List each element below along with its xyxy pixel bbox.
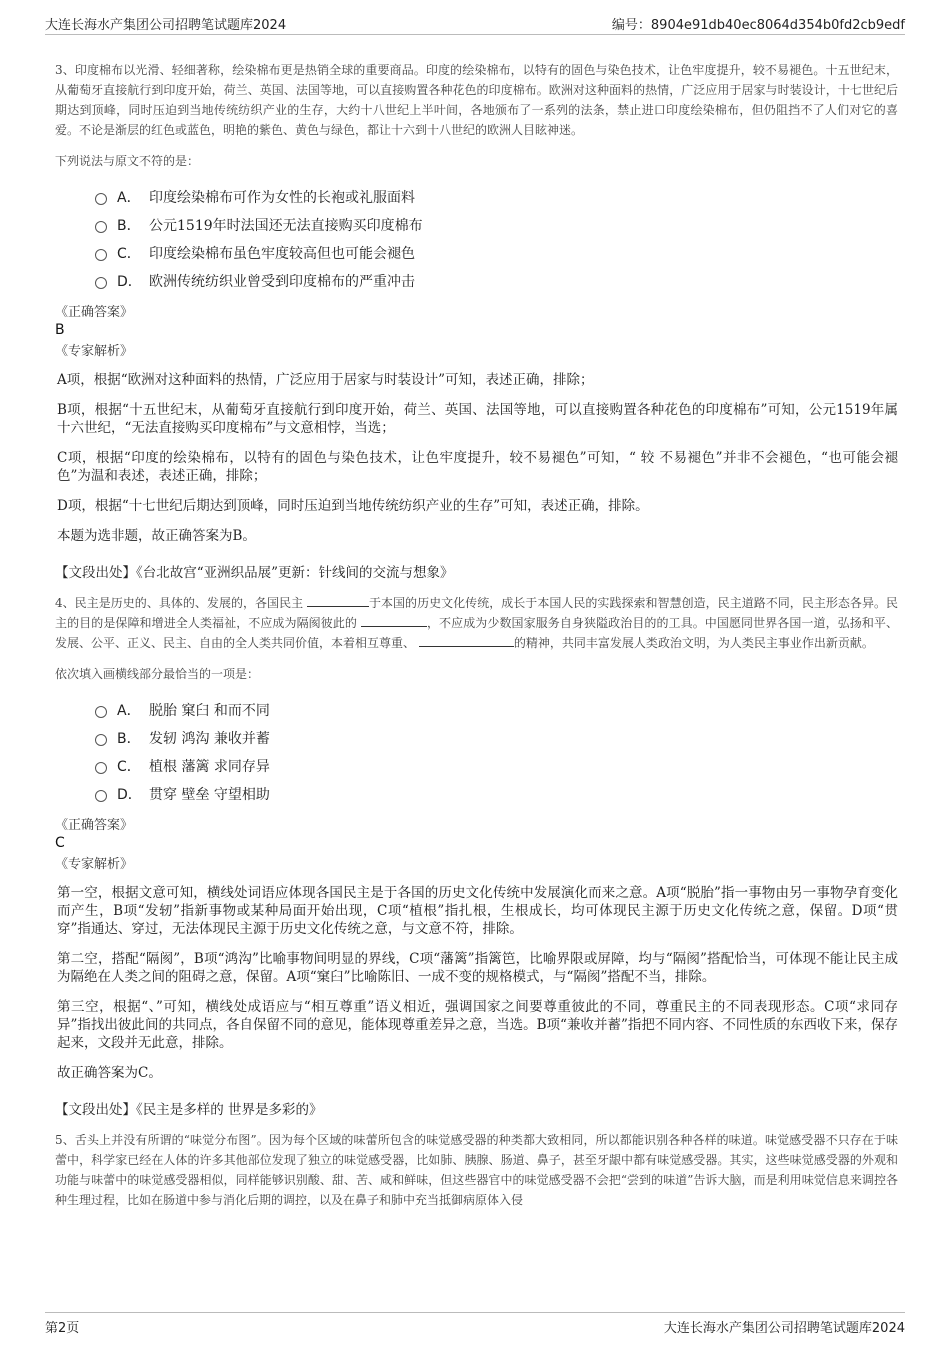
- analysis-paragraph: 第二空，搭配“隔阂”，B项“鸿沟”比喻事物间明显的界线，C项“藩篱”指篱笆，比喻界限或屏障，均与“隔阂”搭配恰当，可体现不能让民主成为隔绝在人类之间的阻碍之意，保留。A项“窠臼”比喻陈旧、一成不变的规格模式，与“隔阂”搭配不当，排除。: [57, 951, 898, 985]
- text-segment: 的精神，共同丰富发展人类政治文明，为人类民主事业作出新贡献。: [513, 636, 874, 650]
- question-4-text: [55, 593, 898, 653]
- option-letter: B．: [117, 218, 141, 234]
- analysis-paragraph: C项，根据“印度的绘染棉布，以特有的固色与染色技术，让色牢度提升，较不易褪色”可知，“ 较 不易褪色”并非不会褪色，“也可能会褪色”为温和表述，表述正确，排除；: [57, 450, 898, 484]
- option-b[interactable]: [95, 724, 898, 752]
- radio-icon[interactable]: [95, 706, 107, 718]
- option-text: 印度绘染棉布虽色牢度较高但也可能会褪色: [149, 246, 415, 262]
- analysis-paragraph: 第一空，根据文意可知，横线处词语应体现各国民主是于各国的历史文化传统中发展演化而来之意。A项“脱胎”指一事物由另一事物孕育变化而产生，B项“发轫”指新事物或某种局面开始出现，C项“植根”指扎根，生根成长，均可体现民主源于历史文化传统之意，保留。D项“贯穿”指通达、穿过，无法体现民主源于历史文化传统之意，与文意不符，排除。: [57, 885, 898, 937]
- fill-blank: [419, 634, 514, 647]
- fill-blank: [361, 614, 427, 627]
- question-3-text: 3、印度棉布以光滑、轻细著称，绘染棉布更是热销全球的重要商品。印度的绘染棉布，以特有的固色与染色技术，让色牢度提升，较不易褪色。十五世纪末，从葡萄牙直接航行到印度开始，荷兰、英国、法国等地，可以直接购置各种花色的印度棉布。欧洲对这种面料的热情，广泛应用于居家与时装设计，十七世纪后期达到顶峰，同时压迫到当地传统纺织产业的生存，大约十八世纪上半叶间，各地颁布了一系列的法条，禁止进口印度绘染棉布，但仍阻挡不了人们对它的喜爱。不论是渐层的红色或蓝色，明艳的紫色、黄色与绿色，都让十六到十八世纪的欧洲人目眩神迷。: [55, 63, 898, 137]
- analysis-paragraph: B项，根据“十五世纪末，从葡萄牙直接航行到印度开始，荷兰、英国、法国等地，可以直接购置各种花色的印度棉布”可知，公元1519年属十六世纪，“无法直接购买印度棉布”与文意相悖，当选；: [57, 402, 898, 436]
- option-letter: D．: [117, 274, 142, 290]
- radio-icon[interactable]: [95, 193, 107, 205]
- analysis-paragraph: 故正确答案为C。: [57, 1065, 162, 1081]
- text-segment: 4、民主是历史的、具体的、发展的，各国民主: [55, 596, 307, 610]
- option-letter: A．: [117, 703, 141, 719]
- option-a[interactable]: [95, 696, 898, 724]
- text-segment: 于本国的历史文化传统，成长于本国人民的实践探索和智慧创造，民主道路不同，民主形态各异。民主的目的是保障和增进全人类福祉，不应成为隔阂彼此的: [55, 596, 898, 630]
- page-header: [45, 12, 905, 35]
- analysis-paragraph: D项，根据“十七世纪后期达到顶峰，同时压迫到当地传统纺织产业的生存”可知，表述正确，排除。: [57, 498, 649, 514]
- analysis: [57, 371, 898, 545]
- option-a[interactable]: [95, 183, 898, 211]
- analysis: [57, 884, 898, 1082]
- header-title: 大连长海水产集团公司招聘笔试题库2024: [45, 18, 287, 33]
- answer-label: 《正确答案》: [55, 818, 134, 833]
- analysis-paragraph: 本题为选非题，故正确答案为B。: [57, 528, 256, 544]
- text-segment: ，不应成为少数国家服务自身狭隘政治目的的工具。中国愿同世界各国一道，弘扬和平、发展、公平、正义、民主、自由的全人类共同价值，本着相互尊重、: [55, 616, 898, 650]
- radio-icon[interactable]: [95, 790, 107, 802]
- answer-value: C: [55, 835, 65, 851]
- page-footer: [45, 1312, 905, 1335]
- radio-icon[interactable]: [95, 762, 107, 774]
- option-letter: A．: [117, 190, 141, 206]
- footer-title: 大连长海水产集团公司招聘笔试题库2024: [663, 1321, 905, 1336]
- option-letter: B．: [117, 731, 141, 747]
- analysis-paragraph: 第三空，根据“、”可知，横线处成语应与“相互尊重”语义相近，强调国家之间要尊重彼此的不同，尊重民主的不同表现形态。C项“求同存异”指找出彼此间的共同点，各自保留不同的意见，能体现尊重差异之意，当选。B项“兼收并蓄”指把不同内容、不同性质的东西收下来，保存起来，文段并无此意，排除。: [57, 999, 898, 1051]
- option-text: 植根 藩篱 求同存异: [149, 759, 270, 775]
- option-text: 发轫 鸿沟 兼收并蓄: [149, 731, 270, 747]
- option-text: 印度绘染棉布可作为女性的长袍或礼服面料: [149, 190, 415, 206]
- question-3-options: [95, 183, 898, 295]
- option-letter: C．: [117, 246, 141, 262]
- option-letter: C．: [117, 759, 141, 775]
- question-3: [55, 60, 898, 581]
- question-5-text: 5、舌头上并没有所谓的“味觉分布图”。因为每个区域的味蕾所包含的味觉感受器的种类都大致相同，所以都能识别各种各样的味道。味觉感受器不只存在于味蕾中，科学家已经在人体的许多其他部位发现了独立的味觉感受器，比如肺、胰腺、肠道、鼻子，甚至牙龈中都有味觉感受器。其实，这些味觉感受器的外观和功能与味蕾中的味觉感受器相似，同样能够识别酸、甜、苦、咸和鲜味，但这些器官中的味觉感受器不会把“尝到的味道”告诉大脑，而是利用味觉信息来调控各种生理过程，比如在肠道中参与消化后期的调控，以及在鼻子和肺中充当抵御病原体入侵: [55, 1133, 898, 1207]
- option-d[interactable]: [95, 267, 898, 295]
- radio-icon[interactable]: [95, 277, 107, 289]
- page-number: 第2页: [45, 1321, 80, 1336]
- radio-icon[interactable]: [95, 734, 107, 746]
- question-3-prompt: 下列说法与原文不符的是：: [55, 154, 200, 168]
- answer-value: B: [55, 322, 65, 338]
- option-text: 贯穿 壁垒 守望相助: [149, 787, 270, 803]
- option-c[interactable]: [95, 752, 898, 780]
- page-content: [55, 60, 898, 1210]
- question-4: [55, 593, 898, 1118]
- analysis-label: 《专家解析》: [55, 857, 134, 872]
- option-text: 欧洲传统纺织业曾受到印度棉布的严重冲击: [149, 274, 415, 290]
- source-citation: 【文段出处】《台北故宫“亚洲织品展”更新：针线间的交流与想象》: [55, 565, 454, 581]
- fill-blank: [307, 594, 369, 607]
- option-letter: D．: [117, 787, 142, 803]
- radio-icon[interactable]: [95, 249, 107, 261]
- source-citation: 【文段出处】《民主是多样的 世界是多彩的》: [55, 1102, 323, 1118]
- radio-icon[interactable]: [95, 221, 107, 233]
- question-5: [55, 1130, 898, 1210]
- answer-label: 《正确答案》: [55, 305, 134, 320]
- option-text: 公元1519年时法国还无法直接购买印度棉布: [149, 218, 423, 234]
- analysis-paragraph: A项，根据“欧洲对这种面料的热情，广泛应用于居家与时装设计”可知，表述正确，排除；: [57, 372, 594, 388]
- option-d[interactable]: [95, 780, 898, 808]
- option-c[interactable]: [95, 239, 898, 267]
- option-b[interactable]: [95, 211, 898, 239]
- question-4-options: [95, 696, 898, 808]
- header-code: 编号：8904e91db40ec8064d354b0fd2cb9edf: [611, 18, 905, 33]
- analysis-label: 《专家解析》: [55, 344, 134, 359]
- option-text: 脱胎 窠臼 和而不同: [149, 703, 270, 719]
- question-4-prompt: 依次填入画横线部分最恰当的一项是：: [55, 667, 260, 681]
